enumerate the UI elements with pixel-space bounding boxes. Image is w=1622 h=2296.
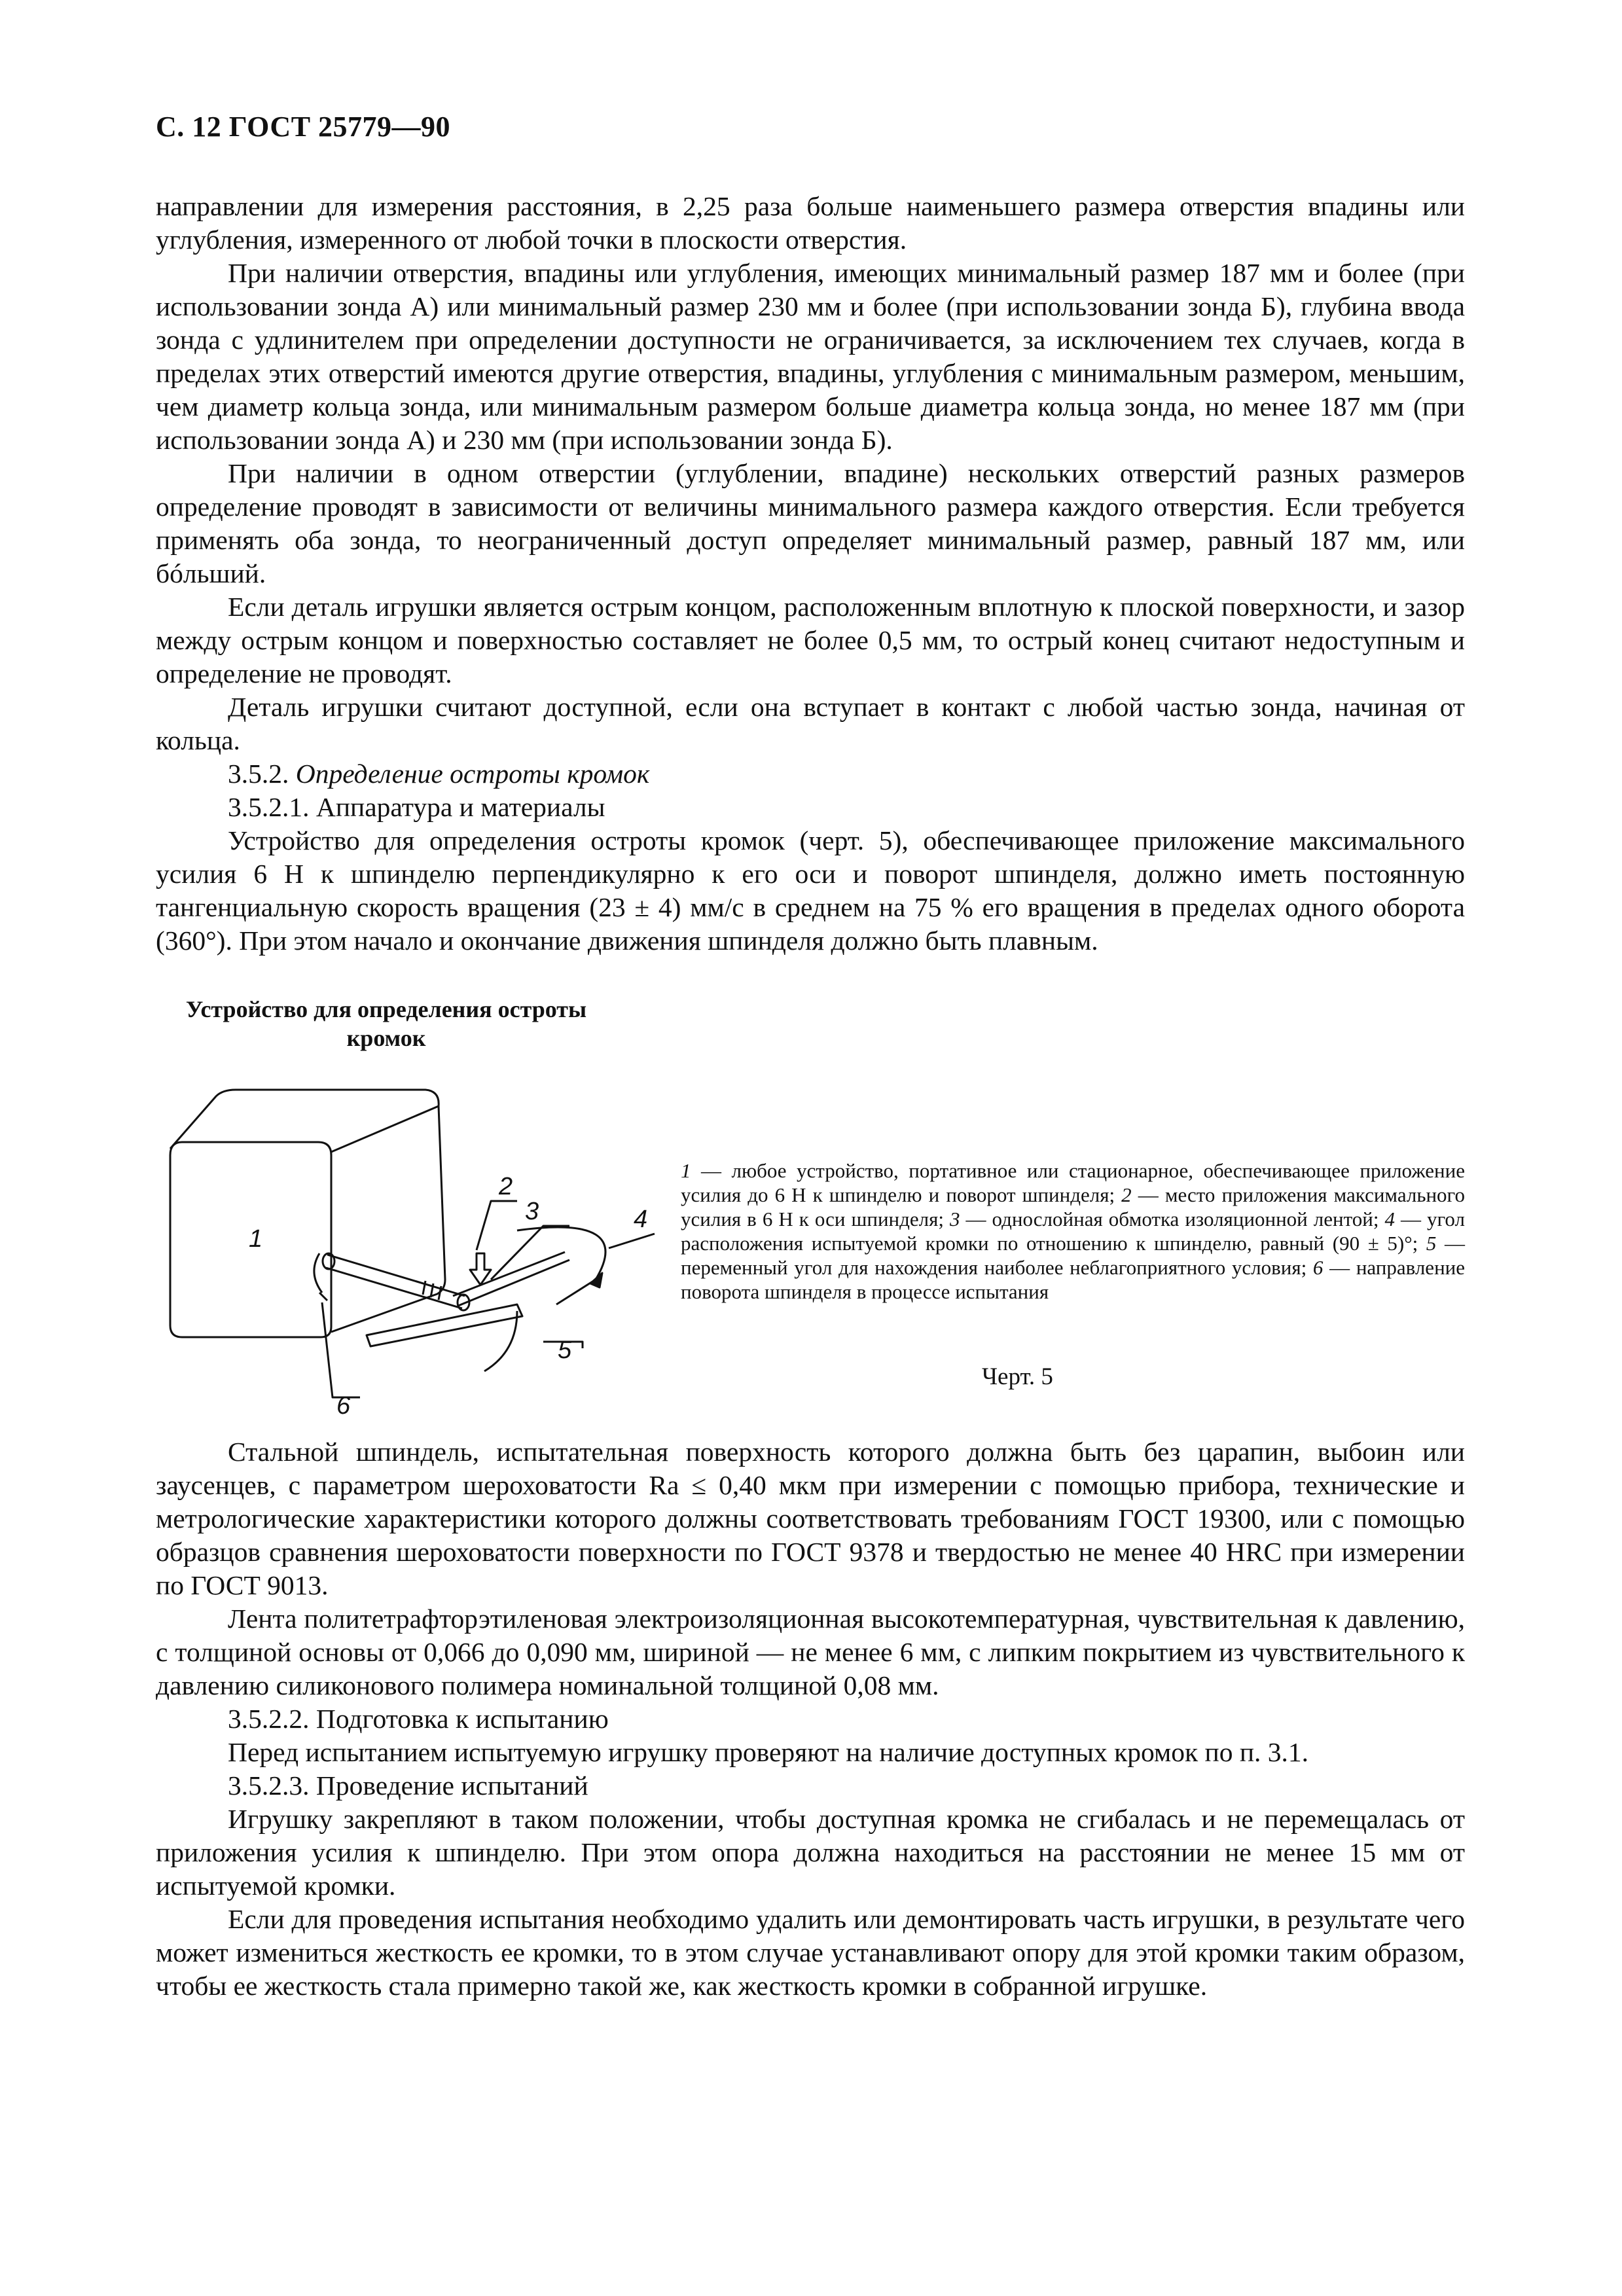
- legend-num: 3: [950, 1208, 960, 1230]
- paragraph: Перед испытанием испытуемую игрушку проверяют на наличие доступных кромок по п. 3.1.: [228, 1737, 1309, 1767]
- legend-text: — однослойная обмотка изоляционной лентой;: [960, 1208, 1385, 1230]
- section-title: Определение остроты кромок: [295, 759, 650, 789]
- text-block-bottom: [156, 1435, 1465, 2003]
- subsection-heading: 3.5.2.3. Проведение испытаний: [228, 1770, 588, 1801]
- subsection-heading: 3.5.2.2. Подготовка к испытанию: [228, 1704, 609, 1734]
- paragraph: Если деталь игрушки является острым концом, расположенным вплотную к плоской поверхности, и зазор между острым концом и поверхностью составляет не более 0,5 мм, то острый конец считают недоступным и определение не проводят.: [156, 592, 1465, 689]
- legend-num: 2: [1121, 1183, 1132, 1206]
- legend-text: — направление поворота шпинделя в процессе испытания: [681, 1256, 1466, 1303]
- label-4: 4: [634, 1206, 648, 1233]
- section-heading: [156, 757, 1465, 791]
- legend-num: 6: [1312, 1256, 1324, 1279]
- legend-text: — угол расположения испытуемой кромки по отношению к шпинделю, равный (90 ± 5)°;: [681, 1208, 1465, 1255]
- force-arrow: [470, 1253, 491, 1285]
- label-2: 2: [499, 1173, 513, 1200]
- legend-text: — место приложения максимального усилия в 6 Н к оси шпинделя;: [681, 1183, 1466, 1230]
- paragraph: При наличии в одном отверстии (углублении, впадине) нескольких отверстий разных размеров определение проводят в зависимости от величины минимального размера каждого отверстия. Если требуется применять оба зонда, то неограниченный доступ определяет минимальный размер, равный 187 мм, или бóльший.: [156, 458, 1465, 588]
- figure-title: Устройство для определения остроты кромок: [185, 996, 587, 1051]
- paragraph: Устройство для определения остроты кромок (черт. 5), обеспечивающее приложение максимального усилия 6 Н к шпинделю перпендикулярно к его оси и поворот шпинделя, должно иметь постоянную тангенциальную скорость вращения (23 ± 4) мм/с в среднем на 75 % его вращения в пределах одного оборота (360°). При этом начало и окончание движения шпинделя должно быть плавным.: [156, 825, 1465, 956]
- legend-text: — переменный угол для нахождения наиболее неблагоприятного условия;: [681, 1232, 1466, 1279]
- legend-text: — любое устройство, портативное или стационарное, обеспечивающее приложение усилия до 6 Н к шпинделю и поворот шпинделя;: [681, 1159, 1465, 1206]
- text-block-top: [156, 190, 1465, 958]
- paragraph: Если для проведения испытания необходимо удалить или демонтировать часть игрушки, в результате чего может измениться жесткость ее кромки, то в этом случае устанавливают опору для этой кромки таким образом, чтобы ее жесткость стала примерно такой же, как жесткость кромки в собранной игрушке.: [156, 1904, 1465, 2001]
- device-drawing: [151, 1044, 668, 1424]
- paragraph: Игрушку закрепляют в таком положении, чтобы доступная кромка не сгибалась и не перемещалась от приложения усилия к шпинделю. При этом опора должна находиться на расстоянии не менее 15 мм от испытуемой кромки.: [156, 1804, 1465, 1901]
- rotation-arrow: [314, 1253, 327, 1300]
- paragraph: Деталь игрушки считают доступной, если она вступает в контакт с любой частью зонда, начиная от кольца.: [156, 692, 1465, 755]
- paragraph: направлении для измерения расстояния, в 2,25 раза больше наименьшего размера отверстия впадины или углубления, измеренного от любой точки в плоскости отверстия.: [156, 191, 1465, 255]
- legend-num: 1: [681, 1159, 691, 1182]
- legend-num: 4: [1384, 1208, 1395, 1230]
- figure-caption: Черт. 5: [982, 1363, 1053, 1390]
- label-6: 6: [336, 1392, 351, 1420]
- label-1: 1: [249, 1225, 263, 1253]
- figure-legend: [681, 1158, 1465, 1304]
- subsection-heading: 3.5.2.1. Аппаратура и материалы: [228, 792, 605, 822]
- section-number: 3.5.2.: [228, 759, 289, 789]
- paragraph: При наличии отверстия, впадины или углубления, имеющих минимальный размер 187 мм и более (при использовании зонда А) или минимальный размер 230 мм и более (при использовании зонда Б), глубина ввода зонда с удлинителем при определении доступности не ограничивается, за исключением тех случаев, когда в пределах этих отверстий имеются другие отверстия, впадины, углубления с минимальным размером, меньшим, чем диаметр кольца зонда, или минимальным размером больше диаметра кольца зонда, но менее 187 мм (при использовании зонда А) и 230 мм (при использовании зонда Б).: [156, 258, 1465, 455]
- paragraph: Лента политетрафторэтиленовая электроизоляционная высокотемпературная, чувствительная к давлению, с толщиной основы от 0,066 до 0,090 мм, шириной — не менее 6 мм, с липким покрытием из чувствительного к давлению силиконового полимера номинальной толщиной 0,08 мм.: [156, 1604, 1465, 1700]
- legend-num: 5: [1426, 1232, 1437, 1255]
- tested-edge: [458, 1260, 569, 1306]
- page-header: С. 12 ГОСТ 25779—90: [156, 111, 451, 143]
- paragraph: Стальной шпиндель, испытательная поверхность которого должна быть без царапин, выбоин или заусенцев, с параметром шероховатости Ra ≤ 0,40 мкм при измерении с помощью прибора, технические и метрологические характеристики которого должны соответствовать требованиям ГОСТ 19300, или с помощью образцов сравнения шероховатости поверхности по ГОСТ 9378 и твердостью не менее 40 HRC при измерении по ГОСТ 9013.: [156, 1437, 1465, 1600]
- label-3: 3: [525, 1198, 539, 1225]
- label-5: 5: [558, 1336, 572, 1364]
